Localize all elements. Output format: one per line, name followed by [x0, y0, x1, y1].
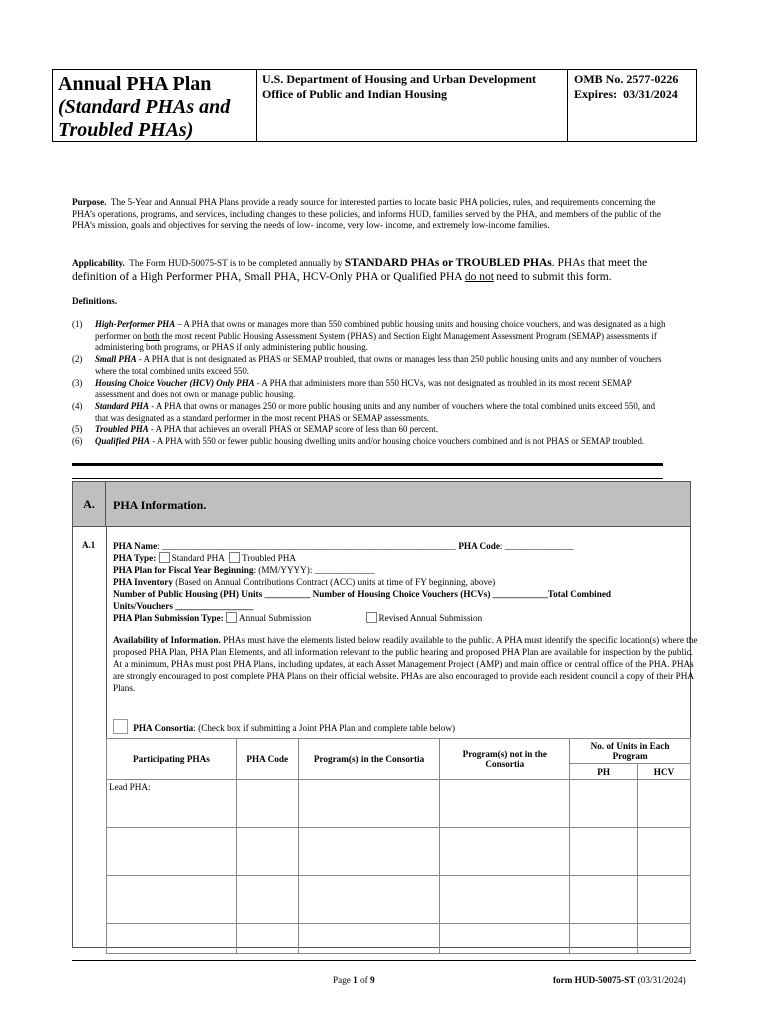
- revised-submission-checkbox[interactable]: [366, 612, 377, 623]
- page-current: 1: [353, 975, 358, 985]
- col-programs-in: Program(s) in the Consortia: [298, 739, 440, 780]
- definition-body: [95, 424, 667, 436]
- applicability-label: Applicability.: [72, 258, 125, 268]
- definition-item: [72, 378, 667, 401]
- table-cell[interactable]: [440, 780, 570, 828]
- page-total: 9: [370, 975, 375, 985]
- table-cell[interactable]: [570, 828, 638, 876]
- definition-body: [95, 354, 667, 377]
- definition-body: [95, 436, 667, 448]
- col-participating-phas: Participating PHAs: [107, 739, 237, 780]
- col-ph: PH: [570, 764, 638, 780]
- definition-text: - A PHA with 550 or fewer public housing dwelling units and/or housing choice vouchers combined and is not PHAS or SEMAP troubled.: [149, 436, 645, 447]
- definition-item: [72, 354, 667, 377]
- omb-number: OMB No. 2577-0226: [574, 72, 679, 86]
- applicability-paragraph: [72, 256, 672, 284]
- page-number: [333, 975, 375, 985]
- definition-text: - A PHA that owns or manages 250 or more public housing units and any number of vouchers where the total combined units exceed 550, and that was designated as a standard performer in the most recent PHAS or SEMAP assessments.: [95, 400, 656, 423]
- pha-code-blank[interactable]: : _______________: [499, 541, 574, 551]
- omb-block: [568, 70, 696, 141]
- fiscal-year-row[interactable]: [113, 564, 703, 576]
- pha-info-fields: [113, 540, 703, 624]
- troubled-pha-label: Troubled PHA: [242, 553, 297, 563]
- table-cell[interactable]: [638, 828, 691, 876]
- section-a-letter: A.: [73, 482, 106, 527]
- form-id: [553, 975, 686, 985]
- expires-label: Expires:: [574, 87, 618, 101]
- table-cell[interactable]: [236, 780, 298, 828]
- units-row[interactable]: Number of Public Housing (PH) Units __________ Number of Housing Choice Vouchers (HCVs) ____________Total Combined: [113, 589, 612, 599]
- table-row: [107, 924, 691, 954]
- definition-item: [72, 319, 667, 354]
- lead-pha-cell[interactable]: Lead PHA:: [107, 780, 237, 828]
- table-cell[interactable]: [236, 828, 298, 876]
- purpose-text: The 5-Year and Annual PHA Plans provide a ready source for interested parties to locate basic PHA policies, rules, and requirements concerning the PHA’s operations, programs, and services, including changes to these policies, and informs HUD, families served by the PHA, and members of the public of the PHA’s mission, goals and objectives for serving the needs of low- income, very low- income, and extremely low-income families.: [72, 197, 661, 231]
- expires-date: 03/31/2024: [623, 87, 678, 101]
- fiscal-year-label: PHA Plan for Fiscal Year Beginning: [113, 565, 254, 575]
- title-line-1: Annual PHA Plan: [58, 73, 212, 95]
- subsection-a1-label: A.1: [82, 540, 96, 550]
- definition-text: - A PHA that administers more than 550 HCVs, was not designated as troubled in its most recent SEMAP assessment and does not own or manage public housing.: [95, 377, 632, 400]
- section-a-title: PHA Information.: [113, 498, 207, 512]
- pha-type-label: PHA Type:: [113, 553, 157, 563]
- table-cell[interactable]: [107, 924, 237, 954]
- standard-pha-label: Standard PHA: [171, 553, 225, 563]
- definitions-list: [72, 319, 667, 448]
- table-cell[interactable]: [298, 924, 440, 954]
- availability-paragraph: [113, 634, 703, 694]
- consortia-checkbox[interactable]: [113, 719, 128, 734]
- definition-body: [95, 378, 667, 401]
- definition-term: Troubled PHA: [95, 424, 149, 435]
- applicability-emphasis: STANDARD PHAs or TROUBLED PHAs: [344, 257, 552, 269]
- table-cell[interactable]: [638, 876, 691, 924]
- table-cell[interactable]: [107, 828, 237, 876]
- form-date: (03/31/2024): [637, 975, 686, 985]
- definitions-label: Definitions.: [72, 296, 118, 306]
- form-header: [52, 69, 697, 142]
- definition-text: – A PHA that owns or manages more than 550 combined public housing units and housing choice vouchers, and was designated as a high performer on: [95, 319, 666, 341]
- annual-submission-label: Annual Submission: [239, 613, 312, 623]
- consortia-instruction: : (Check box if submitting a Joint PHA Plan and complete table below): [193, 723, 456, 733]
- definition-term: Housing Choice Voucher (HCV) Only PHA: [95, 377, 255, 388]
- submission-type-label: PHA Plan Submission Type:: [113, 613, 224, 623]
- units-row-2[interactable]: Units/Vouchers _________________: [113, 601, 254, 611]
- page-label: Page: [333, 975, 351, 985]
- title-line-2: (Standard PHAs and: [58, 96, 231, 118]
- table-cell[interactable]: [298, 828, 440, 876]
- pha-name-row[interactable]: [113, 540, 703, 552]
- applicability-text-3: need to submit this form.: [496, 271, 612, 283]
- form-label: form HUD-50075-ST: [553, 975, 636, 985]
- consortia-label: PHA Consortia: [133, 723, 194, 733]
- table-cell[interactable]: [298, 876, 440, 924]
- office-name: Office of Public and Indian Housing: [262, 87, 448, 101]
- definition-body: [95, 401, 667, 424]
- inventory-label: PHA Inventory: [113, 577, 173, 587]
- definition-number: (3): [72, 377, 83, 388]
- col-hcv: HCV: [638, 764, 691, 780]
- table-row: [107, 780, 691, 828]
- table-cell[interactable]: [107, 876, 237, 924]
- pha-name-label: PHA Name: [113, 541, 158, 551]
- table-cell[interactable]: [440, 876, 570, 924]
- definition-text: - A PHA that achieves an overall PHAS or SEMAP score of less than 60 percent.: [148, 424, 438, 435]
- availability-label: Availability of Information.: [113, 635, 221, 645]
- consortia-table: [106, 738, 691, 954]
- definition-body: [95, 319, 667, 354]
- table-cell[interactable]: [236, 876, 298, 924]
- col-programs-not-in: Program(s) not in the Consortia: [440, 739, 570, 780]
- pha-type-row: [113, 552, 703, 564]
- title-line-3: Troubled PHAs): [58, 119, 194, 141]
- table-cell[interactable]: [570, 924, 638, 954]
- pha-name-blank[interactable]: : ________________________________________________________________: [157, 541, 457, 551]
- definition-number: (5): [72, 424, 83, 435]
- table-cell[interactable]: [440, 828, 570, 876]
- applicability-text-2: . PHAs that meet the definition of a High Performer PHA, Small PHA, HCV-Only PHA or Qualified PHA: [72, 257, 648, 283]
- page-of: of: [360, 975, 368, 985]
- table-cell[interactable]: [570, 780, 638, 828]
- definition-text-cont: the most recent Public Housing Assessment System (PHAS) and Section Eight Management Assessment Program (SEMAP) assessments if administering both programs, or PHAS if only administering public housing.: [95, 330, 657, 353]
- section-divider-thin: [72, 478, 663, 479]
- definition-item: [72, 401, 667, 424]
- definition-term: Small PHA: [95, 354, 137, 365]
- col-pha-code: PHA Code: [236, 739, 298, 780]
- table-cell[interactable]: [638, 924, 691, 954]
- definition-text: - A PHA that is not designated as PHAS or SEMAP troubled, that owns or manages less than 250 public housing units and any number of vouchers where the total combined units exceed 550.: [95, 354, 662, 376]
- definition-number: (1): [72, 319, 83, 329]
- definition-number: (6): [72, 436, 83, 447]
- table-cell[interactable]: [638, 780, 691, 828]
- form-title: [53, 70, 257, 141]
- applicability-do-not: do not: [464, 271, 494, 283]
- consortia-row: [113, 719, 703, 734]
- definition-term: Qualified PHA: [95, 436, 150, 447]
- table-row: [107, 876, 691, 924]
- section-divider-thick: [72, 463, 663, 466]
- table-cell[interactable]: [298, 780, 440, 828]
- footer-rule: [72, 960, 696, 961]
- troubled-pha-checkbox[interactable]: [229, 552, 240, 563]
- annual-submission-checkbox[interactable]: [226, 612, 237, 623]
- expiration: [574, 87, 690, 102]
- table-row: [107, 828, 691, 876]
- submission-type-row: [113, 612, 703, 624]
- availability-text: PHAs must have the elements listed below readily available to the public. A PHA must identify the specific location(s) where the proposed PHA Plan, PHA Plan Elements, and all information relevant to the public hearing and proposed PHA Plan are available for inspection by the public. At a minimum, PHAs must post PHA Plans, including updates, at each Asset Management Project (AMP) and main office or central office of the PHA. PHAs are strongly encouraged to post complete PHA Plans on their official website. PHAs are also encouraged to provide each resident council a copy of their PHA Plans.: [113, 635, 698, 693]
- department-block: [257, 70, 568, 141]
- definition-underlined: both: [143, 330, 160, 341]
- standard-pha-checkbox[interactable]: [159, 552, 170, 563]
- definition-number: (4): [72, 400, 83, 411]
- table-cell[interactable]: [570, 876, 638, 924]
- applicability-text-1: The Form HUD-50075-ST is to be completed annually by: [129, 258, 343, 268]
- section-a-header: [73, 482, 690, 527]
- definition-term: Standard PHA: [95, 400, 150, 411]
- definition-item: [72, 436, 667, 448]
- inventory-row: [113, 576, 703, 588]
- department-name: U.S. Department of Housing and Urban Development: [262, 72, 537, 86]
- purpose-paragraph: [72, 197, 667, 232]
- revised-submission-label: Revised Annual Submission: [378, 613, 483, 623]
- definition-number: (2): [72, 354, 83, 365]
- col-units-per-program: No. of Units in Each Program: [570, 739, 691, 764]
- purpose-label: Purpose.: [72, 197, 107, 207]
- table-cell[interactable]: [236, 924, 298, 954]
- definition-item: [72, 424, 667, 436]
- pha-code-label: PHA Code: [458, 541, 500, 551]
- fiscal-year-blank[interactable]: : (MM/YYYY): _____________: [253, 565, 375, 575]
- definition-term: High-Performer PHA: [95, 319, 176, 329]
- table-cell[interactable]: [440, 924, 570, 954]
- inventory-text: (Based on Annual Contributions Contract (ACC) units at time of FY beginning, above): [172, 577, 496, 587]
